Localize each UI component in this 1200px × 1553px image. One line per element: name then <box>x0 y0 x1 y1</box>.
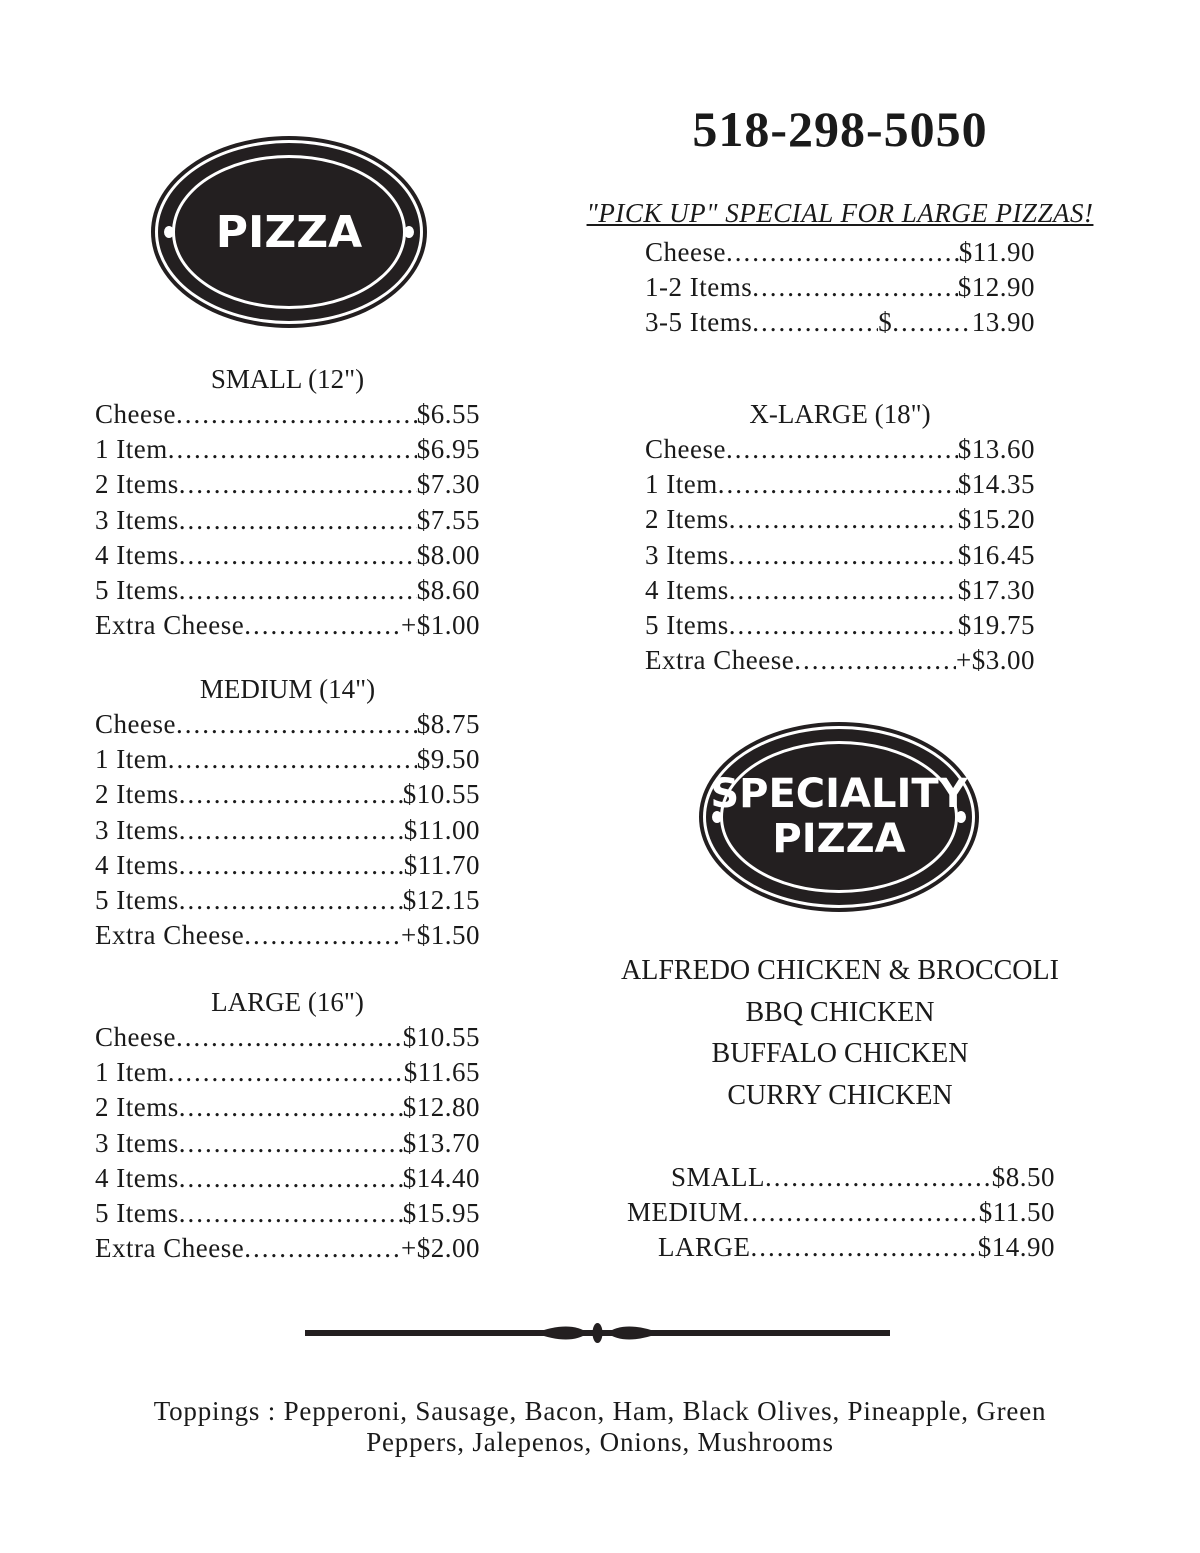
item-label: 2 Items <box>95 469 179 500</box>
item-price: $7.30 <box>416 469 480 500</box>
item-label: Extra Cheese <box>645 645 795 676</box>
speciality-names <box>540 950 1140 1116</box>
item-price: $14.40 <box>402 1162 480 1193</box>
item-label: Extra Cheese <box>95 610 245 641</box>
item-price: $12.15 <box>402 885 480 916</box>
item-label: 2 Items <box>95 779 179 810</box>
item-label: 3 Items <box>95 504 179 535</box>
item-price: $12.80 <box>402 1092 480 1123</box>
medium-section <box>95 672 480 953</box>
item-price: $16.45 <box>957 539 1035 570</box>
item-price: $11.90 <box>958 237 1035 267</box>
item-price: $15.95 <box>402 1198 480 1229</box>
item-label: 1 Item <box>645 469 718 500</box>
item-price: 13.90 <box>971 307 1035 338</box>
item-price: $19.75 <box>957 610 1035 641</box>
phone-number: 518-298-5050 <box>692 101 988 157</box>
section-title: SMALL (12") <box>210 364 365 394</box>
item-label: 2 Items <box>645 504 729 535</box>
item-label: 5 Items <box>645 610 729 641</box>
item-price: $11.70 <box>403 849 480 880</box>
speciality-name: CURRY CHICKEN <box>727 1079 953 1111</box>
item-price: +$2.00 <box>401 1233 480 1264</box>
item-label: 3-5 Items <box>645 307 753 338</box>
item-label: 1 Item <box>95 1057 168 1088</box>
item-price: $6.95 <box>416 434 480 465</box>
section-title: X-LARGE (18") <box>749 399 931 429</box>
item-label: 3 Items <box>95 814 179 845</box>
size-price: $8.50 <box>991 1162 1055 1192</box>
item-price: $10.55 <box>402 779 480 810</box>
item-price: $6.55 <box>416 399 480 429</box>
speciality-name: ALFREDO CHICKEN & BROCCOLI <box>621 955 1059 986</box>
speciality-badge-line1: SPECIALITY <box>710 771 968 818</box>
menu-row <box>645 270 1035 305</box>
section-title: MEDIUM (14") <box>199 674 376 704</box>
menu-row <box>645 235 1035 270</box>
item-price: $10.55 <box>402 1022 480 1052</box>
item-label: 3 Items <box>95 1127 179 1158</box>
item-price: $11.65 <box>403 1057 480 1088</box>
item-label: 1-2 Items <box>645 272 753 303</box>
item-label: Cheese <box>645 237 726 267</box>
speciality-prices <box>627 1160 1055 1266</box>
item-label: 4 Items <box>645 574 729 605</box>
item-label: 4 Items <box>95 1162 179 1193</box>
pickup-special-list <box>645 235 1035 341</box>
ornamental-divider <box>305 1318 890 1348</box>
item-price: $13.60 <box>957 434 1035 464</box>
size-price: $11.50 <box>978 1197 1055 1228</box>
size-label: MEDIUM <box>627 1197 743 1228</box>
item-price: $8.00 <box>416 539 480 570</box>
item-price: $17.30 <box>957 574 1035 605</box>
size-price: $14.90 <box>977 1232 1055 1263</box>
item-price: $11.00 <box>403 814 480 845</box>
item-label: 5 Items <box>95 575 179 606</box>
item-label: Extra Cheese <box>95 1233 245 1264</box>
item-price: $8.60 <box>416 575 480 606</box>
menu-row <box>645 305 1035 340</box>
toppings-line-2: Peppers, Jalepenos, Onions, Mushrooms <box>366 1427 834 1457</box>
speciality-pizza-badge <box>706 729 972 905</box>
item-price: $7.55 <box>416 504 480 535</box>
item-label: 3 Items <box>645 539 729 570</box>
item-label: 4 Items <box>95 539 179 570</box>
small-section <box>95 362 480 643</box>
speciality-badge-line2: PIZZA <box>772 816 906 862</box>
size-label: SMALL <box>671 1162 766 1192</box>
item-label: 5 Items <box>95 1198 179 1229</box>
toppings-line-1: Toppings : Pepperoni, Sausage, Bacon, Ham, Black Olives, Pineapple, Green <box>153 1396 1047 1426</box>
item-price: $15.20 <box>957 504 1035 535</box>
item-price: +$1.50 <box>401 920 480 951</box>
item-label: 2 Items <box>95 1092 179 1123</box>
item-label: Cheese <box>95 709 176 739</box>
item-label: Cheese <box>95 399 176 429</box>
item-price: $9.50 <box>416 744 480 775</box>
badge-dot-left <box>164 226 174 238</box>
item-price-prefix: $ <box>878 307 893 338</box>
item-label: 1 Item <box>95 434 168 465</box>
large-section <box>95 985 480 1266</box>
item-price: $8.75 <box>416 709 480 739</box>
item-price: $13.70 <box>402 1127 480 1158</box>
item-label: 5 Items <box>95 885 179 916</box>
pickup-special-title: "PICK UP" SPECIAL FOR LARGE PIZZAS! <box>586 198 1094 228</box>
speciality-name: BUFFALO CHICKEN <box>711 1038 969 1069</box>
pizza-badge <box>158 143 420 321</box>
item-label: 1 Item <box>95 744 168 775</box>
section-title: LARGE (16") <box>211 987 364 1017</box>
item-price: +$3.00 <box>956 645 1035 676</box>
toppings-note <box>60 1396 1140 1458</box>
speciality-name: BBQ CHICKEN <box>745 996 935 1028</box>
size-label: LARGE <box>658 1232 751 1263</box>
item-price: +$1.00 <box>401 610 480 641</box>
item-label: Extra Cheese <box>95 920 245 951</box>
item-price: $12.90 <box>957 272 1035 303</box>
badge-dot-right <box>404 226 414 238</box>
item-price: $14.35 <box>957 469 1035 500</box>
item-label: Cheese <box>645 434 726 464</box>
xlarge-section <box>645 397 1035 678</box>
pizza-badge-label: PIZZA <box>215 206 363 258</box>
item-label: Cheese <box>95 1022 176 1052</box>
item-label: 4 Items <box>95 849 179 880</box>
